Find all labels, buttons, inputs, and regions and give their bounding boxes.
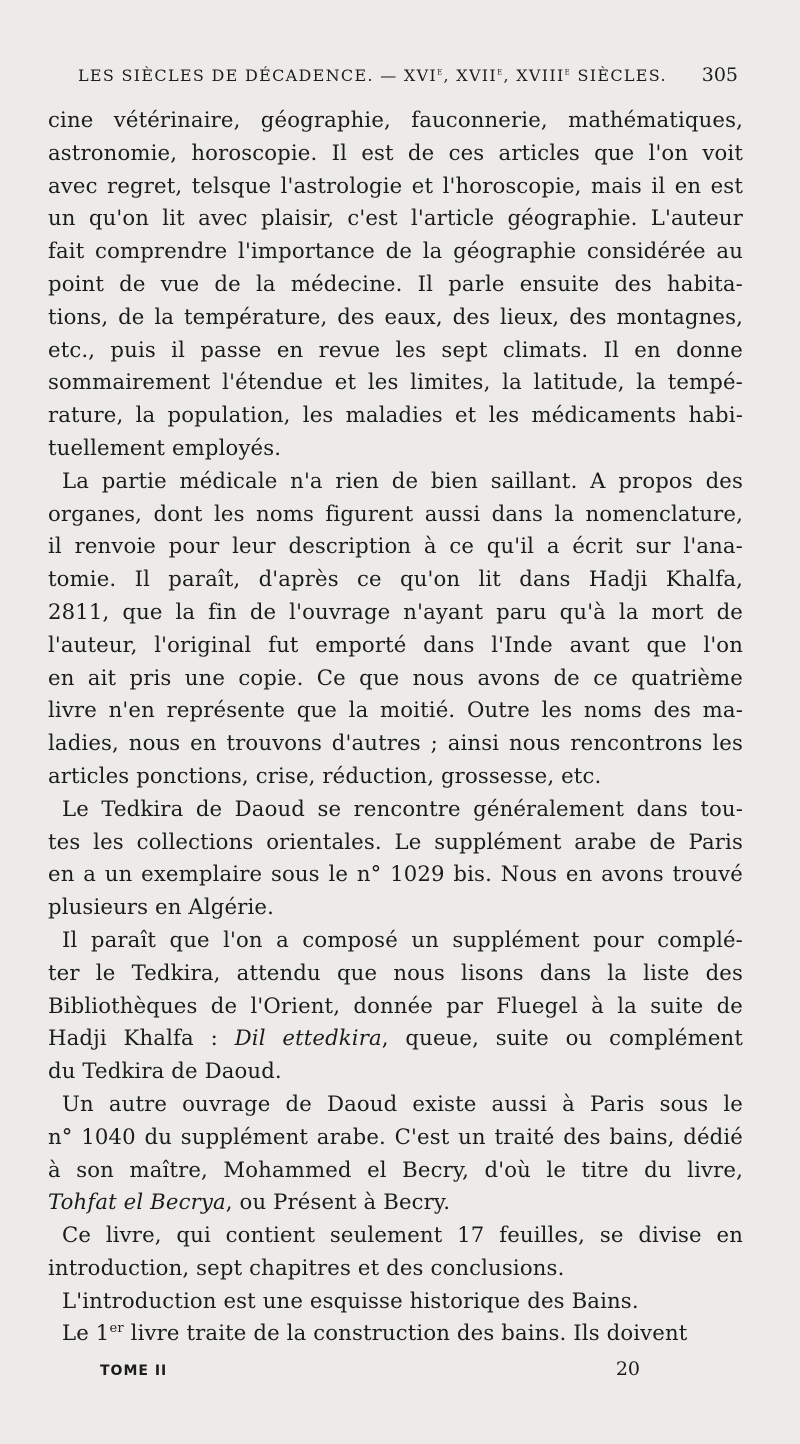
text-line: il renvoie pour leur description à ce qu'il a écrit sur l'ana- <box>48 533 743 559</box>
text-line: tomie. Il paraît, d'après ce qu'on lit dans Hadji Khalfa, <box>48 566 743 592</box>
text-line: L'introduction est une esquisse historique des Bains. <box>62 1287 639 1313</box>
text-line: point de vue de la médecine. Il parle ensuite des habita- <box>48 270 743 296</box>
paragraph <box>48 1285 743 1318</box>
text-line: Ce livre, qui contient seulement 17 feuilles, se divise en <box>62 1222 743 1248</box>
text-line: organes, dont les noms figurent aussi dans la nomenclature, <box>48 500 743 526</box>
text-line: tuellement employés. <box>48 434 282 460</box>
paragraph <box>48 924 743 1088</box>
text-line: astronomie, horoscopie. Il est de ces articles que l'on voit <box>48 139 743 165</box>
paragraph <box>48 1088 743 1219</box>
text-line: Hadji Khalfa : Dil ettedkira, queue, suite ou complément <box>48 1025 743 1051</box>
text-line: en a un exemplaire sous le n° 1029 bis. Nous en avons trouvé <box>48 861 743 887</box>
body-text <box>48 104 743 1350</box>
text-line: Le Tedkira de Daoud se rencontre généralement dans tou- <box>62 795 743 821</box>
text-line: ladies, nous en trouvons d'autres ; ainsi nous rencontrons les <box>48 730 743 756</box>
text-line: n° 1040 du supplément arabe. C'est un traité des bains, dédié <box>48 1123 743 1149</box>
text-line: rature, la population, les maladies et les médicaments habi- <box>48 402 743 428</box>
text-line: fait comprendre l'importance de la géographie considérée au <box>48 238 743 264</box>
text-line: Bibliothèques de l'Orient, donnée par Fluegel à la suite de <box>48 992 743 1018</box>
text-line: cine vétérinaire, géographie, fauconnerie, mathématiques, <box>48 107 743 132</box>
running-head-title: LES SIÈCLES DE DÉCADENCE. — XVIe, XVIIe, XVIIIe SIÈCLES. <box>78 66 667 85</box>
paragraph <box>48 465 743 793</box>
text-line: Il paraît que l'on a composé un supplément pour complé- <box>62 926 743 952</box>
text-line: ter le Tedkira, attendu que nous lisons dans la liste des <box>48 959 743 985</box>
paragraph <box>48 104 743 465</box>
text-line: tes les collections orientales. Le supplément arabe de Paris <box>48 828 743 854</box>
signature-mark: 20 <box>615 1358 640 1380</box>
text-line: introduction, sept chapitres et des conclusions. <box>48 1254 565 1280</box>
running-head <box>78 64 738 86</box>
paragraph <box>48 1219 743 1285</box>
text-line: du Tedkira de Daoud. <box>48 1058 282 1084</box>
text-line: livre n'en représente que la moitié. Outre les noms des ma- <box>48 697 743 723</box>
text-line: à son maître, Mohammed el Becry, d'où le titre du livre, <box>48 1156 743 1182</box>
text-line: un qu'on lit avec plaisir, c'est l'article géographie. L'auteur <box>48 205 743 231</box>
text-line: avec regret, telsque l'astrologie et l'horoscopie, mais il en est <box>48 172 743 198</box>
paragraph <box>48 1317 743 1350</box>
text-line: plusieurs en Algérie. <box>48 894 274 920</box>
text-line: tions, de la température, des eaux, des lieux, des montagnes, <box>48 303 743 329</box>
text-line: sommairement l'étendue et les limites, la latitude, la tempé- <box>48 369 743 395</box>
page-footer <box>100 1358 640 1380</box>
text-line: en ait pris une copie. Ce que nous avons de ce quatrième <box>48 664 743 690</box>
text-line: Le 1er livre traite de la construction des bains. Ils doivent <box>62 1320 688 1346</box>
text-line: 2811, que la fin de l'ouvrage n'ayant paru qu'à la mort de <box>48 598 743 624</box>
text-line: etc., puis il passe en revue les sept climats. Il en donne <box>48 336 743 362</box>
volume-mark: TOME II <box>100 1363 168 1379</box>
text-line: articles ponctions, crise, réduction, grossesse, etc. <box>48 762 602 788</box>
text-line: Tohfat el Becrya, ou Présent à Becry. <box>48 1189 451 1215</box>
paragraph <box>48 793 743 924</box>
text-line: l'auteur, l'original fut emporté dans l'Inde avant que l'on <box>48 631 743 657</box>
text-line: Un autre ouvrage de Daoud existe aussi à Paris sous le <box>62 1090 743 1116</box>
page-number: 305 <box>701 64 738 86</box>
text-line: La partie médicale n'a rien de bien saillant. A propos des <box>62 467 743 493</box>
